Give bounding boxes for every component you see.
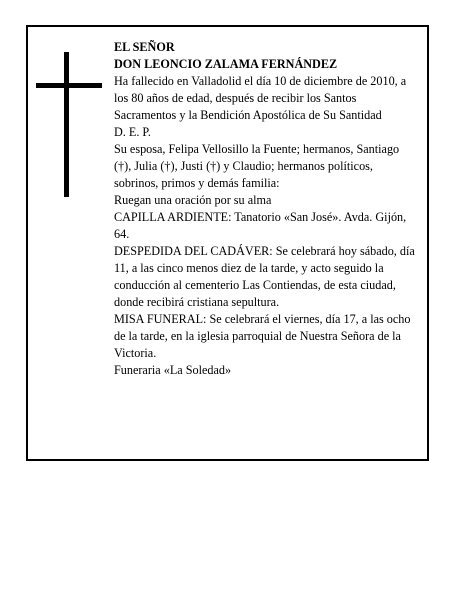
funeral-mass-info: MISA FUNERAL: Se celebrará el viernes, día 17, a las ocho de la tarde, en la iglesia parroquial de Nuestra Señora de la Victoria. [114,312,411,360]
family-members: Su esposa, Felipa Vellosillo la Fuente; hermanos, Santiago (†), Julia (†), Justi (†) y Claudio; hermanos políticos, sobrinos, primos y demás familia: [114,142,400,190]
death-announcement: Ha fallecido en Valladolid el día 10 de diciembre de 2010, a los 80 años de edad, después de recibir los Santos Sacramentos y la Bendición Apostólica de Su Santidad [114,74,407,122]
cross-icon [36,52,102,197]
deceased-name: DON LEONCIO ZALAMA FERNÁNDEZ [114,57,338,71]
cross-horizontal-bar [36,83,102,88]
notice-title-line-1: EL SEÑOR [114,40,175,54]
chapel-info: CAPILLA ARDIENTE: Tanatorio «San José». Avda. Gijón, 64. [114,210,407,241]
obituary-text [114,39,418,379]
farewell-info: DESPEDIDA DEL CADÁVER: Se celebrará hoy sábado, día 11, a las cinco menos diez de la tarde, y acto seguido la conducción al cementerio Las Contiendas, de esta ciudad, donde recibirá cristiana sepultura. [114,244,415,309]
cross-vertical-bar [64,52,69,197]
funeral-home: Funeraria «La Soledad» [114,363,232,377]
rest-in-peace: D. E. P. [114,125,151,139]
prayer-request: Ruegan una oración por su alma [114,193,272,207]
